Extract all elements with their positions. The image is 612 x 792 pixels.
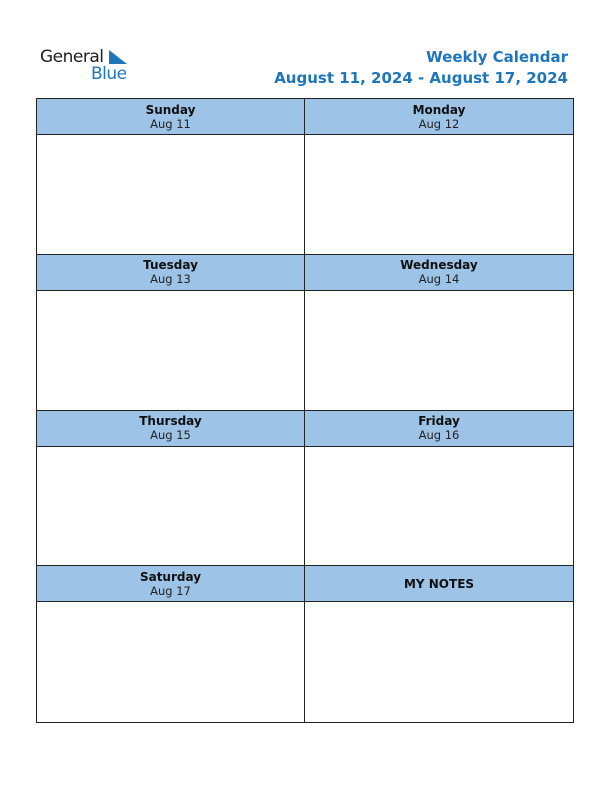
day-cell-sunday bbox=[37, 99, 305, 255]
day-name: Sunday bbox=[145, 102, 196, 117]
day-notes-area[interactable] bbox=[37, 602, 304, 722]
day-date: Aug 15 bbox=[150, 428, 191, 442]
day-date: Aug 11 bbox=[150, 116, 191, 131]
day-cell-saturday bbox=[37, 566, 305, 722]
day-cell-friday bbox=[305, 411, 573, 567]
calendar-title-block bbox=[274, 47, 568, 89]
logo-text-blue: Blue bbox=[91, 64, 127, 84]
day-notes-area[interactable] bbox=[305, 135, 573, 254]
week-grid bbox=[36, 98, 574, 723]
day-date: Aug 14 bbox=[418, 272, 460, 287]
day-header bbox=[37, 566, 304, 602]
day-cell-tuesday bbox=[37, 255, 305, 411]
day-header bbox=[37, 411, 304, 447]
day-header bbox=[37, 99, 304, 135]
calendar-date-range: August 11, 2024 - August 17, 2024 bbox=[274, 69, 568, 87]
day-notes-area[interactable] bbox=[37, 447, 304, 566]
day-name: Thursday bbox=[139, 414, 202, 428]
day-notes-area[interactable] bbox=[305, 447, 573, 566]
day-name: Friday bbox=[418, 414, 460, 428]
day-date: Aug 13 bbox=[150, 272, 191, 287]
day-cell-thursday bbox=[37, 411, 305, 567]
day-header bbox=[37, 255, 304, 291]
notes-header bbox=[305, 566, 573, 602]
day-notes-area[interactable] bbox=[37, 291, 304, 410]
day-name: Monday bbox=[412, 102, 466, 117]
logo-text-general: General bbox=[40, 47, 104, 67]
day-date: Aug 12 bbox=[418, 116, 460, 131]
day-header bbox=[305, 99, 573, 135]
notes-title: MY NOTES bbox=[403, 576, 475, 591]
notes-area[interactable] bbox=[305, 602, 573, 722]
day-notes-area[interactable] bbox=[37, 135, 304, 254]
day-date: Aug 17 bbox=[150, 583, 191, 598]
day-header bbox=[305, 255, 573, 291]
calendar-title: Weekly Calendar bbox=[426, 48, 568, 66]
day-name: Saturday bbox=[139, 569, 202, 584]
day-cell-monday bbox=[305, 99, 573, 255]
brand-logo bbox=[40, 47, 140, 87]
day-name: Wednesday bbox=[400, 258, 478, 273]
day-header bbox=[305, 411, 573, 447]
day-cell-wednesday bbox=[305, 255, 573, 411]
notes-cell bbox=[305, 566, 573, 722]
day-name: Tuesday bbox=[143, 258, 198, 273]
day-notes-area[interactable] bbox=[305, 291, 573, 410]
day-date: Aug 16 bbox=[418, 428, 460, 442]
